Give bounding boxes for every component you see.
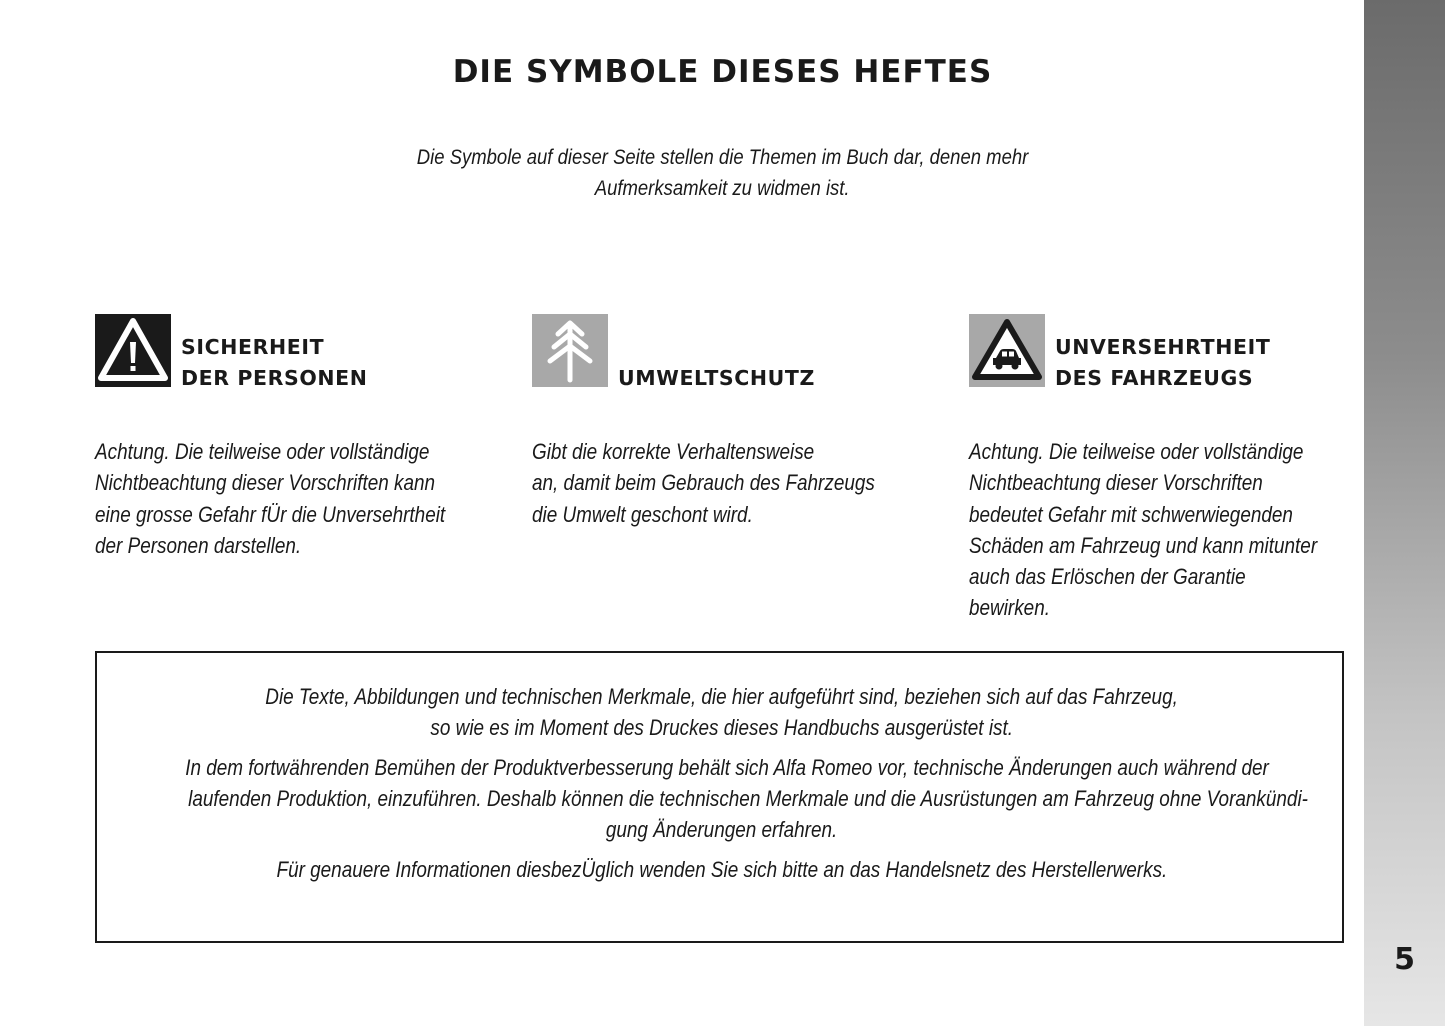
description-line: bedeutet Gefahr mit schwerwiegenden [969,501,1293,527]
page-title: DIE SYMBOLE DIESES HEFTES [452,54,993,90]
notice-text [97,681,1346,885]
symbol-title [181,332,367,394]
symbol-description [95,436,445,561]
car-warning-icon [969,314,1045,387]
symbol-description [532,436,875,530]
description-line: Achtung. Die teilweise oder vollständige [95,439,430,464]
description-line: Schäden am Fahrzeug und kann mitunter [969,532,1318,558]
notice-box [95,651,1344,943]
intro-paragraph [0,142,1445,204]
description-line: die Umwelt geschont wird. [532,501,753,527]
symbol-title-line: DER PERSONEN [181,366,368,390]
description-line: Nichtbeachtung dieser Vorschriften [969,470,1263,496]
symbol-title-line: UNVERSEHRTHEIT [1055,335,1271,359]
tree-icon [532,314,608,387]
symbol-title-line: UMWELTSCHUTZ [618,366,815,390]
description-line: der Personen darstellen. [95,532,302,558]
description-line: bewirken. [969,595,1050,621]
description-line: Nichtbeachtung dieser Vorschriften kann [95,470,436,496]
warning-triangle-icon [95,314,171,387]
notice-line: Für genauere Informationen diesbezÜglich wenden Sie sich bitte an das Handelsnetz des Herstellerwerks. [276,857,1167,882]
notice-line: gung Änderungen erfahren. [605,817,838,842]
description-line: auch das Erlöschen der Garantie [969,564,1246,590]
notice-line: so wie es im Moment des Druckes dieses Handbuchs ausgerüstet ist. [430,715,1013,740]
symbol-title-line: DES FAHRZEUGS [1055,366,1254,390]
symbol-title [618,363,815,394]
description-line: Achtung. Die teilweise oder vollständige [969,439,1304,464]
notice-line: Die Texte, Abbildungen und technischen Merkmale, die hier aufgeführt sind, beziehen sich auf das Fahrzeug, [265,684,1178,709]
notice-line: laufenden Produktion, einzuführen. Deshalb können die technischen Merkmale und die Ausrüstungen am Fahrzeug ohne Vorankündi- [188,786,1308,811]
symbol-title [1055,332,1270,394]
notice-line: In dem fortwährenden Bemühen der Produktverbesserung behält sich Alfa Romeo vor, technische Änderungen auch während der [185,755,1269,780]
description-line: Gibt die korrekte Verhaltensweise [532,439,815,464]
symbol-title-line: SICHERHEIT [181,335,325,359]
symbol-description [969,436,1317,624]
intro-line: Die Symbole auf dieser Seite stellen die Themen im Buch dar, denen mehr [416,145,1029,169]
description-line: eine grosse Gefahr fÜr die Unversehrtheit [95,501,446,527]
description-line: an, damit beim Gebrauch des Fahrzeugs [532,470,875,496]
page-number: 5 [1394,942,1415,977]
intro-line: Aufmerksamkeit zu widmen ist. [595,176,850,200]
